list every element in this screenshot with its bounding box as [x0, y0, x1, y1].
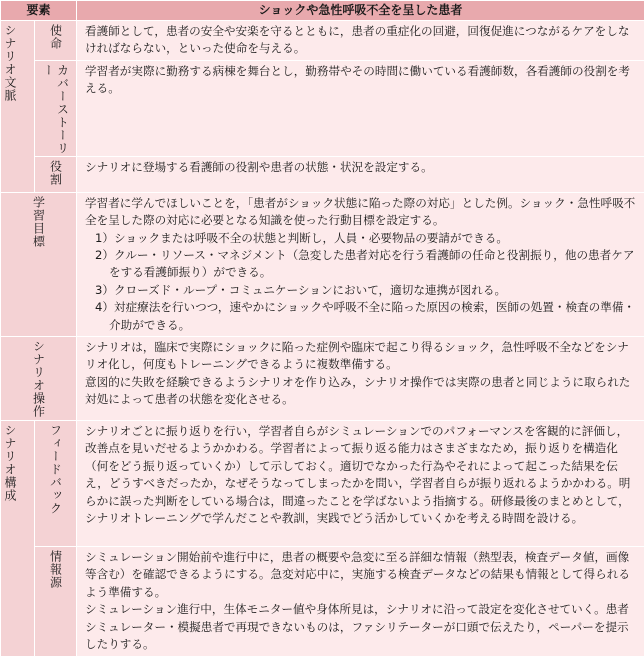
- sub-role: [35, 156, 77, 192]
- sub-feedback: [35, 421, 77, 547]
- sub-label: 役割: [49, 160, 63, 186]
- scenario-operation-text-1: シナリオは，臨床で実際にショックに陥った症例や臨床で起こり得るショック，急性呼吸不全などをシナリオ化し，何度もトレーニングできるように複数準備する。: [85, 339, 636, 374]
- info-source-text-2: シミュレーション進行中，生体モニター値や身体所見は，シナリオに沿って設定を変化させていく。患者シミュレーター・模擬患者で再現できないものは，ファシリテーターが口頭で伝えたり，ペーパーを提示したりする。: [85, 601, 636, 653]
- sub-label: カバーストーリー: [42, 64, 70, 156]
- cell-learning-goals: [77, 192, 644, 336]
- cell-role: [77, 156, 644, 192]
- group-label: シナリオ文脈: [3, 24, 17, 102]
- group-scenario-structure: [1, 421, 35, 656]
- row-mission: [1, 21, 644, 61]
- sub-label: 使命: [49, 24, 63, 50]
- sub-cover-story: [35, 60, 77, 156]
- row-role: [1, 156, 644, 192]
- learning-goal-item: 3）クローズド・ループ・コミュニケーションにおいて，適切な連携が図れる。: [85, 282, 636, 299]
- learning-goal-item: 1）ショックまたは呼吸不全の状態と判断し，人員・必要物品の要請ができる。: [85, 230, 636, 247]
- group-label: シナリオ操作: [32, 340, 46, 418]
- cell-mission: [77, 21, 644, 61]
- row-cover-story: [1, 60, 644, 156]
- group-label: シナリオ構成: [3, 424, 17, 502]
- cell-feedback: [77, 421, 644, 547]
- mission-text: 看護師として，患者の安全や安楽を守るとともに，患者の重症化の回避，回復促進につながるケアをしなければならない，といった使命を与える。: [85, 23, 636, 58]
- header-row: [1, 1, 644, 21]
- group-scenario-operation: [1, 337, 77, 421]
- group-learning-goals: [1, 192, 77, 336]
- role-text: シナリオに登場する看護師の役割や患者の状態・状況を設定する。: [85, 159, 636, 176]
- cell-scenario-operation: [77, 337, 644, 421]
- cell-info-source: [77, 547, 644, 656]
- row-feedback: [1, 421, 644, 547]
- group-label: 学習目標: [32, 196, 46, 248]
- learning-goal-item: 4）対症療法を行いつつ，速やかにショックや呼吸不全に陥った原因の検索，医師の処置・検査の準備・介助ができる。: [85, 299, 636, 334]
- sub-info-source: [35, 547, 77, 656]
- learning-goal-item: 2）クルー・リソース・マネジメント（急変した患者対応を行う看護師の任命と役割振り，他の患者ケアをする看護師振り）ができる。: [85, 247, 636, 282]
- cover-story-text: 学習者が実際に勤務する病棟を舞台とし，勤務帯やその時間に働いている看護師数，各看護師の役割を考える。: [85, 63, 636, 98]
- feedback-text: シナリオごとに振り返りを行い，学習者自らがシミュレーションでのパフォーマンスを客観的に評価し，改善点を見いだせるようかかわる。学習者によって振り返る能力はさまざまなため，振り返りを構造化（何をどう振り返っていくか）して示しておく。適切でなかった行為やそれによって起こった結果を伝え，どうすべきだったか，なぜそうなってしまったかを問い，学習者自らが振り返れるようかかわる。明らかに誤った判断をしている場合は，間違ったことを学ばないよう指摘する。研修最後のまとめとして，シナリオトレーニングで学んだことや教訓，実践でどう活かしていくかを考える時間を設ける。: [85, 423, 636, 527]
- header-element: 要素: [1, 1, 77, 21]
- row-learning-goals: [1, 192, 644, 336]
- sub-label: フィードバック: [49, 424, 63, 515]
- group-scenario-context: [1, 21, 35, 193]
- scenario-operation-text-2: 意図的に失敗を経験できるようシナリオを作り込み，シナリオ操作では実際の患者と同じように取られた対処によって患者の状態を変化させる。: [85, 374, 636, 409]
- sub-mission: [35, 21, 77, 61]
- cell-cover-story: [77, 60, 644, 156]
- learning-goals-intro: 学習者に学んでほしいことを，「患者がショック状態に陥った際の対応」とした例。ショック・急性呼吸不全を呈した際の対応に必要となる知識を使った行動目標を設定する。: [85, 195, 636, 230]
- sub-label: 情報源: [49, 550, 63, 589]
- header-title: ショックや急性呼吸不全を呈した患者: [77, 1, 644, 21]
- row-info-source: [1, 547, 644, 656]
- row-scenario-operation: [1, 337, 644, 421]
- info-source-text-1: シミュレーション開始前や進行中に，患者の概要や急変に至る詳細な情報（熱型表，検査データ値，画像等含む）を確認できるようにする。急変対応中に，実施する検査データなどの結果も情報として得られるよう準備する。: [85, 549, 636, 601]
